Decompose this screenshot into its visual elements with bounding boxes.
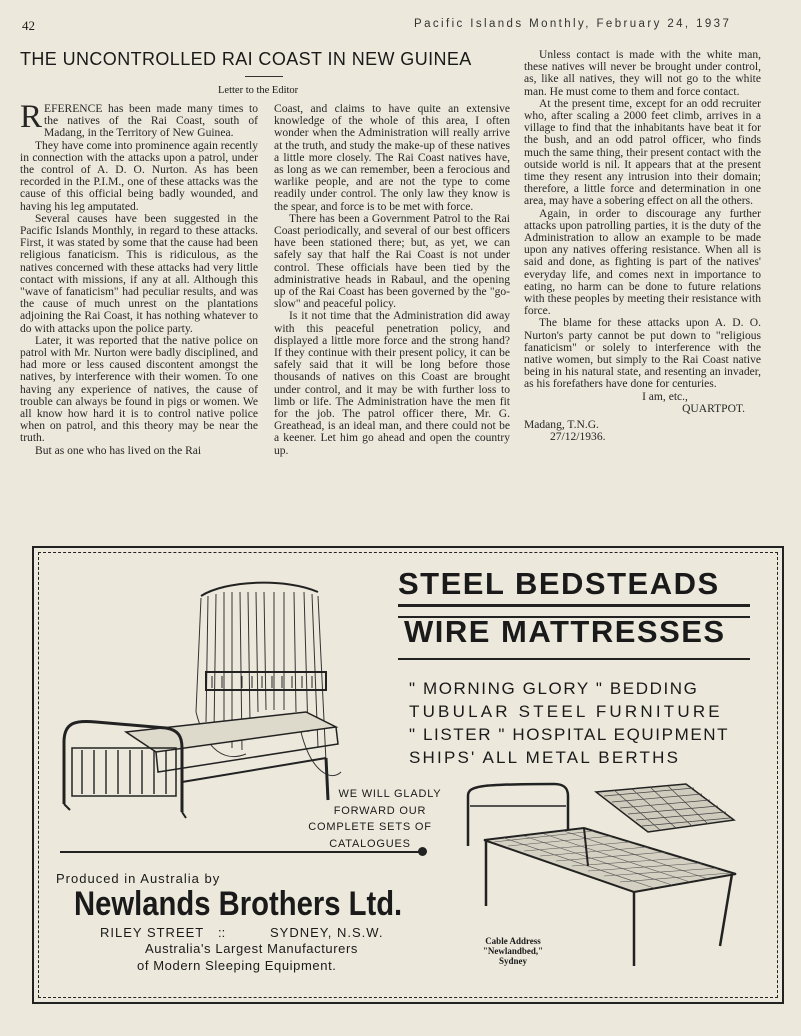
salutation: I am, etc.,: [642, 390, 688, 403]
title-rule: [245, 76, 283, 77]
product-line: SHIPS' ALL METAL BERTHS: [409, 748, 681, 767]
company-name: Newlands Brothers Ltd.: [74, 885, 403, 923]
article-column-1: [20, 99, 258, 457]
city-address: SYDNEY, N.S.W.: [270, 925, 384, 940]
paragraph: Coast, and claims to have quite an extensive knowledge of the whole of this area, I often wonder when the Administration will really arrive at the truth, and study the make-up of these natives a little more closely. The Rai Coast natives have, as long as we can remember, been a ferocious and warlike people, and are not the type to come readily under control. The only law they know is the spear, and force is to be met with force.: [274, 103, 510, 213]
cable-address: [474, 936, 552, 966]
paragraph: But as one who has lived on the Rai: [35, 444, 202, 457]
address-separator: ::: [218, 925, 226, 940]
running-head: Pacific Islands Monthly, February 24, 1937: [414, 18, 732, 30]
tagline: of Modern Sleeping Equipment.: [137, 958, 337, 973]
catalogue-line: WE WILL GLADLY: [338, 788, 442, 800]
dateline-date: 27/12/1936.: [550, 431, 606, 444]
paragraph: Again, in order to discourage any further attacks upon patrolling parties, it is the duty of the Administration to allow an example to be made upon any natives offering resistance. When all is said and done, as fighting is part of the natives' everyday life, and comes next in importance to eating, no harm can be done to future relations with these peoples by meeting their resistance with force.: [524, 207, 761, 318]
article-column-3: [524, 49, 761, 444]
paragraph: Is it not time that the Administration did away with this peaceful penetration policy, and displayed a little more force and the strong hand? If they continue with their present policy, it can be safely said that it will be long before those thousands of natives on this Coast are brought under control, and it may be with further loss to limb or life. The Administration have the men fit for the job. The patrol officer there, Mr. G. Greathead, is an ideal man, and there could not be a keener. Let him go ahead and open the country up.: [274, 310, 510, 457]
paragraph: REFERENCE has been made many times to the natives of the Rai Coast, south of Madang, in the Territory of New Guinea.: [20, 99, 258, 140]
advert-headline-2: WIRE MATTRESSES: [404, 614, 726, 649]
produced-by: Produced in Australia by: [56, 871, 221, 886]
product-line: " MORNING GLORY " BEDDING: [409, 679, 699, 698]
cable-line: Cable Address: [485, 936, 541, 946]
cable-line: "Newlandbed,": [482, 946, 544, 956]
tagline: Australia's Largest Manufacturers: [145, 941, 359, 956]
page-number: 42: [22, 18, 35, 33]
paragraph: Several causes have been suggested in the Pacific Islands Monthly, in regard to these attacks. First, it was stated by some that the cause had been religious fanaticism. This is ridiculous, as the natives concerned with these attacks had very little contact with missions, if any at all. Although this "wave of fanaticism" had peculiar results, and was the cause of much unrest on the plantations adjoining the Rai Coast, it has nothing whatever to do with attacks upon the police party.: [20, 212, 258, 335]
footer-rule-dot: [418, 847, 427, 856]
signature: QUARTPOT.: [682, 402, 745, 415]
footer-rule: [60, 851, 420, 853]
catalogue-line: FORWARD OUR: [333, 804, 427, 817]
drop-cap: R: [20, 99, 43, 135]
paragraph: There has been a Government Patrol to the Rai Coast periodically, and several of our best officers have been stationed there; but, as yet, we can safely say that half the Rai Coast is not under control. These officials have been tied by the administrative heads in Rabaul, and the opening up of the Rai Coast has been governed by the "go-slow" and peaceful policy.: [274, 212, 510, 311]
article-subhead: Letter to the Editor: [218, 85, 299, 96]
catalogue-offer: [270, 786, 470, 852]
paragraph: The blame for these attacks upon A. D. O. Nurton's party cannot be put down to "religious fanaticism" or solely to interference with the native women, but simply to the Rai Coast native being in his natural state, and resenting an invader, as his forefathers have done for centuries.: [524, 317, 761, 391]
product-line: " LISTER " HOSPITAL EQUIPMENT: [409, 725, 730, 744]
product-line: TUBULAR STEEL FURNITURE: [409, 702, 723, 721]
paragraph: At the present time, except for an odd recruiter who, after scaling a 2000 feet climb, arrives in a village to find that the inhabitants have beat it for the bush, and an odd patrol officer, who finds much the same thing, their present contact with the outside world is nil. It appears that at the present time they resent any intrusion into their domain; therefore, a little force and determination in one area, may have a sobering effect on all the others.: [524, 97, 761, 208]
advert-headline-1: STEEL BEDSTEADS: [398, 566, 720, 601]
article-title: THE UNCONTROLLED RAI COAST IN NEW GUINEA: [20, 49, 472, 69]
dateline-place: Madang, T.N.G.: [524, 419, 599, 432]
paragraph: Later, it was reported that the native police on patrol with Mr. Nurton were badly disciplined, and had more or less caused discontent amongst the natives, by interference with their women. To one having any experience of natives, the cause of trouble can always be found in pigs or women. We all know how hard it is to control native police when on patrol, and this theory may be near the truth.: [20, 334, 258, 445]
dateline: [524, 419, 761, 443]
letter-closing: [524, 391, 761, 415]
headline-rule-1: [398, 604, 750, 607]
headline-rule-3: [398, 658, 750, 660]
paragraph: They have come into prominence again recently in connection with the attacks upon a patrol, under the control of A. D. O. Nurton. As has been recorded in the P.I.M., one of these attacks was the cause of this official being badly wounded, and having his leg amputated.: [20, 139, 258, 213]
street-address: RILEY STREET: [100, 925, 205, 940]
article-column-2: [274, 103, 510, 457]
paragraph: Unless contact is made with the white man, these natives will never be brought under control, as, like all natives, they will not go to the white man. He must come to them and force contact.: [524, 49, 761, 98]
catalogue-line: COMPLETE SETS OF CATALOGUES: [308, 821, 432, 850]
cable-line: Sydney: [498, 956, 527, 966]
